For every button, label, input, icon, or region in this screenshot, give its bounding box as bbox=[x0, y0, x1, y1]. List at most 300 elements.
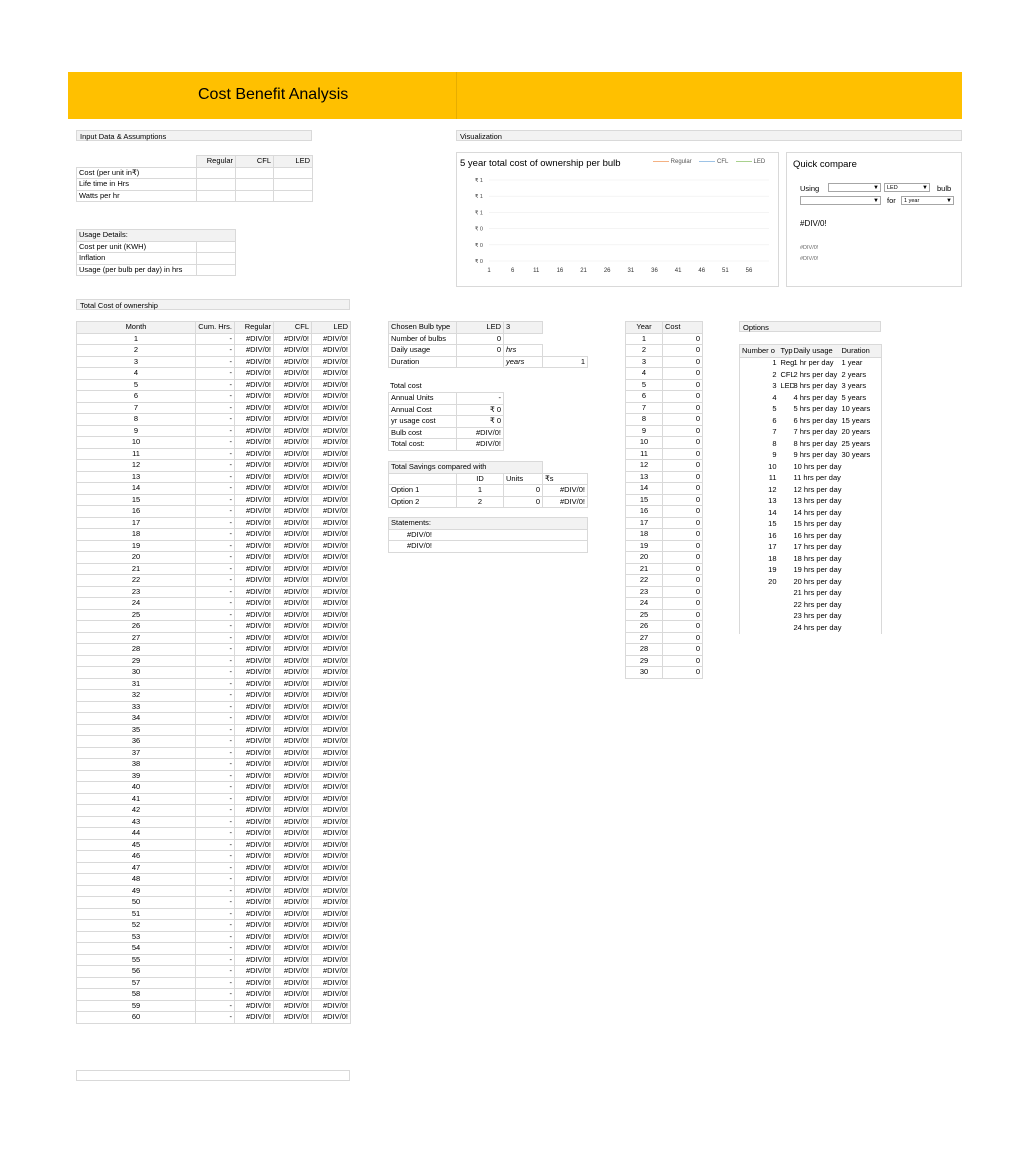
option-number: 17 bbox=[740, 542, 779, 554]
table-row bbox=[77, 667, 351, 679]
list-item bbox=[740, 542, 882, 554]
option-type bbox=[779, 484, 792, 496]
chosen-bulb-id: 3 bbox=[504, 322, 543, 334]
month-cell: 9 bbox=[77, 425, 196, 437]
led-cost-cell: #DIV/0! bbox=[312, 391, 351, 403]
cfl-cost-cell: #DIV/0! bbox=[274, 1012, 312, 1024]
cfl-cost-cell: #DIV/0! bbox=[274, 747, 312, 759]
cum-hrs-cell: - bbox=[196, 460, 235, 472]
option-usage: 23 hrs per day bbox=[793, 611, 842, 621]
visualization-header: Visualization bbox=[456, 130, 962, 141]
years-value: 1 year bbox=[904, 198, 920, 204]
table-row bbox=[77, 966, 351, 978]
x-tick-label: 31 bbox=[627, 268, 635, 274]
option-duration bbox=[840, 611, 882, 623]
year-cell: 18 bbox=[626, 529, 663, 541]
option-number bbox=[740, 599, 779, 611]
list-item bbox=[740, 415, 882, 427]
year-cell: 13 bbox=[626, 471, 663, 483]
y-tick-label: ₹ 0 bbox=[474, 259, 483, 265]
option-duration bbox=[840, 496, 882, 508]
year-cost-cell: 0 bbox=[663, 460, 703, 472]
table-row bbox=[626, 506, 703, 518]
table-row bbox=[77, 391, 351, 403]
duration-empty bbox=[457, 356, 504, 368]
cum-hrs-cell: - bbox=[196, 839, 235, 851]
cum-hrs-cell: - bbox=[196, 552, 235, 564]
statements-header: Statements: bbox=[389, 518, 588, 530]
input-cell[interactable] bbox=[236, 179, 274, 191]
regular-cost-cell: #DIV/0! bbox=[235, 529, 274, 541]
option-type bbox=[779, 461, 792, 473]
table-row bbox=[77, 690, 351, 702]
month-cell: 24 bbox=[77, 598, 196, 610]
num-bulbs-label: Number of bulbs bbox=[389, 333, 457, 345]
chosen-bulb-table bbox=[388, 321, 588, 368]
table-row bbox=[77, 678, 351, 690]
option-number: 18 bbox=[740, 553, 779, 565]
legend-label-regular: Regular bbox=[670, 159, 692, 165]
option-number: 8 bbox=[740, 438, 779, 450]
num-bulbs-value: 0 bbox=[457, 333, 504, 345]
option-type bbox=[779, 519, 792, 531]
input-cell[interactable] bbox=[197, 179, 236, 191]
bulb-type-dropdown[interactable] bbox=[884, 183, 930, 192]
cum-hrs-cell: - bbox=[196, 954, 235, 966]
chosen-bulb-type: LED bbox=[457, 322, 504, 334]
options-col-usage: Daily usage bbox=[792, 345, 840, 358]
option-usage: 4 hrs per day bbox=[793, 392, 838, 402]
month-cell: 12 bbox=[77, 460, 196, 472]
year-cell: 14 bbox=[626, 483, 663, 495]
list-item bbox=[740, 565, 882, 577]
cfl-cost-cell: #DIV/0! bbox=[274, 828, 312, 840]
option-duration bbox=[840, 553, 882, 565]
tco-col-month: Month bbox=[77, 322, 196, 334]
table-row bbox=[626, 425, 703, 437]
led-cost-cell: #DIV/0! bbox=[312, 851, 351, 863]
cfl-cost-cell: #DIV/0! bbox=[274, 402, 312, 414]
tco-col-regular: Regular bbox=[235, 322, 274, 334]
table-row bbox=[77, 759, 351, 771]
table-row bbox=[77, 885, 351, 897]
regular-cost-cell: #DIV/0! bbox=[235, 943, 274, 955]
month-cell: 56 bbox=[77, 966, 196, 978]
cum-hrs-cell: - bbox=[196, 644, 235, 656]
table-row bbox=[626, 621, 703, 633]
cfl-cost-cell: #DIV/0! bbox=[274, 793, 312, 805]
x-tick-label: 41 bbox=[674, 268, 682, 274]
table-row bbox=[77, 1012, 351, 1024]
table-row bbox=[77, 540, 351, 552]
table-row bbox=[626, 586, 703, 598]
y-tick-label: ₹ 0 bbox=[474, 226, 483, 233]
list-item bbox=[740, 553, 882, 565]
month-cell: 42 bbox=[77, 805, 196, 817]
cfl-cost-cell: #DIV/0! bbox=[274, 897, 312, 909]
cum-hrs-cell: - bbox=[196, 356, 235, 368]
year-cost-cell: 0 bbox=[663, 437, 703, 449]
table-row bbox=[626, 575, 703, 587]
table-row bbox=[77, 425, 351, 437]
years-dropdown[interactable] bbox=[901, 196, 954, 205]
month-cell: 10 bbox=[77, 437, 196, 449]
duration-label: Duration bbox=[389, 356, 457, 368]
led-cost-cell: #DIV/0! bbox=[312, 368, 351, 380]
regular-cost-cell: #DIV/0! bbox=[235, 713, 274, 725]
option-duration bbox=[840, 622, 882, 634]
year-cell: 1 bbox=[626, 333, 663, 345]
savings-col-rs: ₹s bbox=[543, 473, 588, 485]
option-type bbox=[779, 565, 792, 577]
cfl-cost-cell: #DIV/0! bbox=[274, 506, 312, 518]
list-item bbox=[740, 611, 882, 623]
savings-id-1: 1 bbox=[457, 485, 504, 497]
month-cell: 40 bbox=[77, 782, 196, 794]
option-number: 7 bbox=[740, 427, 779, 439]
led-cost-cell: #DIV/0! bbox=[312, 425, 351, 437]
regular-cost-cell: #DIV/0! bbox=[235, 989, 274, 1001]
regular-cost-cell: #DIV/0! bbox=[235, 414, 274, 426]
cum-hrs-cell: - bbox=[196, 506, 235, 518]
chart-plot bbox=[457, 153, 778, 286]
year-cell: 28 bbox=[626, 644, 663, 656]
cum-hrs-cell: - bbox=[196, 483, 235, 495]
list-item bbox=[740, 357, 882, 369]
regular-cost-cell: #DIV/0! bbox=[235, 701, 274, 713]
table-row bbox=[77, 954, 351, 966]
led-cost-cell: #DIV/0! bbox=[312, 828, 351, 840]
cum-hrs-cell: - bbox=[196, 931, 235, 943]
led-cost-cell: #DIV/0! bbox=[312, 356, 351, 368]
option-type bbox=[779, 553, 792, 565]
x-tick-label: 1 bbox=[487, 268, 491, 274]
cfl-cost-cell: #DIV/0! bbox=[274, 874, 312, 886]
cum-hrs-cell: - bbox=[196, 379, 235, 391]
led-cost-cell: #DIV/0! bbox=[312, 345, 351, 357]
cfl-cost-cell: #DIV/0! bbox=[274, 356, 312, 368]
list-item bbox=[740, 519, 882, 531]
year-cell: 8 bbox=[626, 414, 663, 426]
led-cost-cell: #DIV/0! bbox=[312, 471, 351, 483]
table-row bbox=[626, 552, 703, 564]
option-number: 4 bbox=[740, 392, 779, 404]
total-cost-label: Total cost bbox=[390, 381, 422, 390]
regular-cost-cell: #DIV/0! bbox=[235, 402, 274, 414]
led-cost-cell: #DIV/0! bbox=[312, 529, 351, 541]
cfl-cost-cell: #DIV/0! bbox=[274, 839, 312, 851]
led-cost-cell: #DIV/0! bbox=[312, 736, 351, 748]
year-cost-cell: 0 bbox=[663, 621, 703, 633]
option-type: CFL bbox=[780, 369, 795, 379]
cum-hrs-cell: - bbox=[196, 805, 235, 817]
year-cost-cell: 0 bbox=[663, 425, 703, 437]
month-cell: 14 bbox=[77, 483, 196, 495]
input-col-regular: Regular bbox=[197, 156, 236, 168]
input-cell[interactable] bbox=[197, 167, 236, 179]
cum-hrs-cell: - bbox=[196, 667, 235, 679]
led-cost-cell: #DIV/0! bbox=[312, 586, 351, 598]
regular-cost-cell: #DIV/0! bbox=[235, 839, 274, 851]
cum-hrs-cell: - bbox=[196, 437, 235, 449]
table-row bbox=[77, 368, 351, 380]
year-cell: 11 bbox=[626, 448, 663, 460]
cum-hrs-cell: - bbox=[196, 874, 235, 886]
led-cost-cell: #DIV/0! bbox=[312, 989, 351, 1001]
cum-hrs-cell: - bbox=[196, 1000, 235, 1012]
month-cell: 36 bbox=[77, 736, 196, 748]
month-cell: 44 bbox=[77, 828, 196, 840]
option-usage: 9 hrs per day bbox=[793, 450, 838, 460]
usage-cell[interactable] bbox=[197, 264, 236, 276]
month-cell: 17 bbox=[77, 517, 196, 529]
cum-hrs-cell: - bbox=[196, 989, 235, 1001]
option-duration bbox=[840, 542, 882, 554]
month-cell: 37 bbox=[77, 747, 196, 759]
option-usage: 14 hrs per day bbox=[793, 507, 842, 517]
using-dropdown-1[interactable] bbox=[828, 183, 881, 192]
month-cell: 21 bbox=[77, 563, 196, 575]
input-cell[interactable] bbox=[197, 190, 236, 202]
option-type bbox=[779, 599, 792, 611]
input-cell[interactable] bbox=[274, 179, 313, 191]
year-cost-cell: 0 bbox=[663, 483, 703, 495]
year-cost-cell: 0 bbox=[663, 379, 703, 391]
month-cell: 60 bbox=[77, 1012, 196, 1024]
regular-cost-cell: #DIV/0! bbox=[235, 644, 274, 656]
list-item bbox=[740, 427, 882, 439]
regular-cost-cell: #DIV/0! bbox=[235, 966, 274, 978]
year-cost-cell: 0 bbox=[663, 655, 703, 667]
regular-cost-cell: #DIV/0! bbox=[235, 724, 274, 736]
regular-cost-cell: #DIV/0! bbox=[235, 483, 274, 495]
cum-hrs-cell: - bbox=[196, 782, 235, 794]
x-tick-label: 56 bbox=[745, 268, 753, 274]
x-tick-label: 46 bbox=[698, 268, 706, 274]
option-usage: 3 hrs per day bbox=[793, 381, 838, 391]
led-cost-cell: #DIV/0! bbox=[312, 770, 351, 782]
table-row bbox=[626, 667, 703, 679]
cum-hrs-cell: - bbox=[196, 1012, 235, 1024]
list-item bbox=[740, 381, 882, 393]
month-cell: 7 bbox=[77, 402, 196, 414]
usage-header: Usage Details: bbox=[77, 230, 236, 242]
cost-chart-panel bbox=[456, 152, 779, 287]
table-row bbox=[626, 333, 703, 345]
year-cell: 20 bbox=[626, 552, 663, 564]
table-row bbox=[77, 793, 351, 805]
table-row bbox=[626, 540, 703, 552]
led-cost-cell: #DIV/0! bbox=[312, 644, 351, 656]
month-cell: 51 bbox=[77, 908, 196, 920]
cum-hrs-cell: - bbox=[196, 368, 235, 380]
table-row bbox=[626, 402, 703, 414]
table-row bbox=[77, 897, 351, 909]
option-type bbox=[779, 450, 792, 462]
option-type: Reg bbox=[780, 358, 795, 368]
duration-value: 1 bbox=[543, 356, 588, 368]
table-row bbox=[77, 563, 351, 575]
regular-cost-cell: #DIV/0! bbox=[235, 885, 274, 897]
regular-cost-cell: #DIV/0! bbox=[235, 448, 274, 460]
list-item bbox=[740, 450, 882, 462]
option-usage: 22 hrs per day bbox=[793, 599, 842, 609]
led-cost-cell: #DIV/0! bbox=[312, 460, 351, 472]
option-number: 16 bbox=[740, 530, 779, 542]
option-duration: 25 years bbox=[840, 438, 882, 450]
cum-hrs-cell: - bbox=[196, 701, 235, 713]
led-cost-cell: #DIV/0! bbox=[312, 920, 351, 932]
input-cell[interactable] bbox=[236, 190, 274, 202]
table-row bbox=[626, 529, 703, 541]
year-cost-cell: 0 bbox=[663, 517, 703, 529]
savings-header: Total Savings compared with bbox=[389, 462, 543, 474]
y-tick-label: ₹ 1 bbox=[474, 210, 483, 217]
led-cost-cell: #DIV/0! bbox=[312, 885, 351, 897]
year-cost-cell: 0 bbox=[663, 586, 703, 598]
regular-cost-cell: #DIV/0! bbox=[235, 851, 274, 863]
statement-2: #DIV/0! bbox=[389, 541, 588, 553]
x-tick-label: 36 bbox=[651, 268, 658, 274]
option-duration bbox=[840, 588, 882, 600]
cum-hrs-cell: - bbox=[196, 828, 235, 840]
regular-cost-cell: #DIV/0! bbox=[235, 517, 274, 529]
using-dropdown-2[interactable] bbox=[800, 196, 881, 205]
quick-compare-statement-1: #DIV/0! bbox=[800, 245, 819, 251]
led-cost-cell: #DIV/0! bbox=[312, 954, 351, 966]
year-cell: 23 bbox=[626, 586, 663, 598]
input-cell[interactable] bbox=[274, 190, 313, 202]
option-usage: 20 hrs per day bbox=[793, 576, 842, 586]
option-usage: 10 hrs per day bbox=[793, 461, 842, 471]
option-number: 3 bbox=[740, 381, 779, 393]
list-item bbox=[740, 622, 882, 634]
savings-option-2: Option 2 bbox=[389, 496, 457, 508]
year-cost-cell: 0 bbox=[663, 345, 703, 357]
led-cost-cell: #DIV/0! bbox=[312, 816, 351, 828]
cum-hrs-cell: - bbox=[196, 713, 235, 725]
option-number: 9 bbox=[740, 450, 779, 462]
option-duration bbox=[840, 519, 882, 531]
regular-cost-cell: #DIV/0! bbox=[235, 897, 274, 909]
cum-hrs-cell: - bbox=[196, 563, 235, 575]
month-cell: 45 bbox=[77, 839, 196, 851]
month-cell: 22 bbox=[77, 575, 196, 587]
regular-cost-cell: #DIV/0! bbox=[235, 632, 274, 644]
regular-cost-cell: #DIV/0! bbox=[235, 391, 274, 403]
led-cost-cell: #DIV/0! bbox=[312, 517, 351, 529]
month-cell: 19 bbox=[77, 540, 196, 552]
regular-cost-cell: #DIV/0! bbox=[235, 782, 274, 794]
usage-cell[interactable] bbox=[197, 241, 236, 253]
options-col-type: Typ bbox=[779, 345, 792, 358]
led-cost-cell: #DIV/0! bbox=[312, 414, 351, 426]
input-row-cost: Cost (per unit in₹) bbox=[77, 167, 197, 179]
table-row bbox=[626, 471, 703, 483]
year-cell: 3 bbox=[626, 356, 663, 368]
cum-hrs-cell: - bbox=[196, 425, 235, 437]
table-row bbox=[77, 609, 351, 621]
option-usage: 7 hrs per day bbox=[793, 427, 838, 437]
table-row bbox=[77, 356, 351, 368]
year-cost-cell: 0 bbox=[663, 540, 703, 552]
option-usage: 8 hrs per day bbox=[793, 438, 838, 448]
month-cell: 25 bbox=[77, 609, 196, 621]
cfl-cost-cell: #DIV/0! bbox=[274, 736, 312, 748]
option-type bbox=[779, 588, 792, 600]
regular-cost-cell: #DIV/0! bbox=[235, 621, 274, 633]
table-row bbox=[626, 437, 703, 449]
table-row bbox=[626, 644, 703, 656]
year-cell: 2 bbox=[626, 345, 663, 357]
list-item bbox=[740, 599, 882, 611]
savings-option-1: Option 1 bbox=[389, 485, 457, 497]
month-cell: 11 bbox=[77, 448, 196, 460]
input-row-lifetime: Life time in Hrs bbox=[77, 179, 197, 191]
month-cell: 43 bbox=[77, 816, 196, 828]
option-usage: 5 hrs per day bbox=[793, 404, 838, 414]
input-cell[interactable] bbox=[236, 167, 274, 179]
table-row bbox=[626, 368, 703, 380]
month-cell: 15 bbox=[77, 494, 196, 506]
led-cost-cell: #DIV/0! bbox=[312, 759, 351, 771]
cum-hrs-cell: - bbox=[196, 747, 235, 759]
cum-hrs-cell: - bbox=[196, 609, 235, 621]
annual-cost-value: ₹ 0 bbox=[457, 404, 504, 416]
table-row bbox=[77, 713, 351, 725]
month-cell: 34 bbox=[77, 713, 196, 725]
regular-cost-cell: #DIV/0! bbox=[235, 736, 274, 748]
year-cell: 17 bbox=[626, 517, 663, 529]
table-row bbox=[77, 552, 351, 564]
tco-table bbox=[76, 321, 351, 1024]
month-cell: 28 bbox=[77, 644, 196, 656]
table-row bbox=[77, 460, 351, 472]
list-item bbox=[740, 438, 882, 450]
month-cell: 5 bbox=[77, 379, 196, 391]
x-tick-label: 6 bbox=[510, 268, 515, 274]
cum-hrs-cell: - bbox=[196, 885, 235, 897]
month-cell: 16 bbox=[77, 506, 196, 518]
cfl-cost-cell: #DIV/0! bbox=[274, 460, 312, 472]
option-type bbox=[779, 496, 792, 508]
led-cost-cell: #DIV/0! bbox=[312, 701, 351, 713]
year-cost-cell: 0 bbox=[663, 402, 703, 414]
option-type bbox=[779, 622, 792, 634]
yr-usage-cost-label: yr usage cost bbox=[389, 416, 457, 428]
year-cell: 7 bbox=[626, 402, 663, 414]
option-duration: 2 years bbox=[840, 369, 882, 381]
option-duration bbox=[840, 530, 882, 542]
cum-hrs-cell: - bbox=[196, 540, 235, 552]
option-type bbox=[779, 438, 792, 450]
option-duration bbox=[840, 599, 882, 611]
regular-cost-cell: #DIV/0! bbox=[235, 460, 274, 472]
daily-usage-value: 0 bbox=[457, 345, 504, 357]
usage-cell[interactable] bbox=[197, 253, 236, 265]
savings-units-1: 0 bbox=[504, 485, 543, 497]
year-cell: 30 bbox=[626, 667, 663, 679]
table-row bbox=[77, 448, 351, 460]
led-cost-cell: #DIV/0! bbox=[312, 690, 351, 702]
option-number: 12 bbox=[740, 484, 779, 496]
input-cell[interactable] bbox=[274, 167, 313, 179]
cfl-cost-cell: #DIV/0! bbox=[274, 989, 312, 1001]
led-cost-cell: #DIV/0! bbox=[312, 874, 351, 886]
legend-label-led: LED bbox=[753, 159, 766, 165]
year-cost-cell: 0 bbox=[663, 414, 703, 426]
regular-cost-cell: #DIV/0! bbox=[235, 931, 274, 943]
